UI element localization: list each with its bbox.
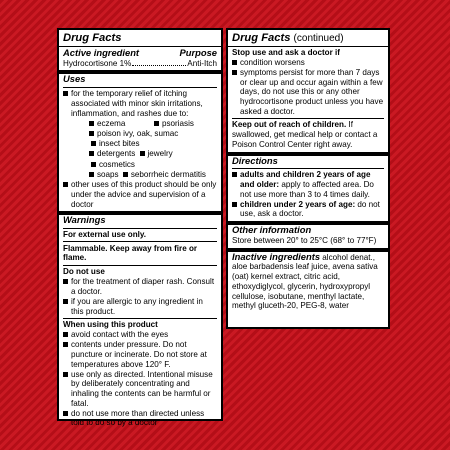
bullet-icon [89, 131, 94, 136]
storage-info: Store between 20° to 25°C (68° to 77°F) [232, 235, 377, 245]
uses-heading: Uses [63, 73, 86, 85]
other-information-heading: Other information [232, 224, 312, 236]
ingredient-name: Hydrocortisone 1% [63, 58, 132, 68]
condition-item: psoriasis [154, 119, 217, 129]
bullet-icon [63, 182, 68, 187]
bullet-icon [63, 299, 68, 304]
bullet-icon [91, 162, 96, 167]
bullet-icon [232, 172, 237, 177]
active-ingredient-heading: Active ingredient [63, 46, 140, 58]
bullet-icon [63, 342, 68, 347]
ingredient-purpose: Anti-Itch [187, 58, 217, 68]
bullet-icon [91, 141, 96, 146]
do-not-use-heading: Do not use [63, 267, 105, 277]
condition-item: soaps [89, 170, 119, 180]
bullet-icon [89, 121, 94, 126]
condition-item: seborrheic dermatitis [123, 170, 206, 180]
when-using-item: contents under pressure. Do not puncture or incinerate. Do not store at temperatures above 120° F. [63, 340, 217, 369]
drug-facts-continued-title: Drug Facts (continued) [232, 32, 344, 44]
directions-heading: Directions [232, 154, 278, 166]
condition-item: eczema [89, 119, 152, 129]
ingredient-row [63, 59, 217, 69]
bullet-icon [63, 411, 68, 416]
condition-item: poison ivy, oak, sumac [89, 129, 178, 139]
flammable-warning: Flammable. Keep away from fire or flame. [63, 243, 198, 263]
conditions-line [89, 149, 217, 170]
bullet-icon [154, 121, 159, 126]
drug-facts-title: Drug Facts [63, 32, 122, 44]
keep-out-of-reach: Keep out of reach of children. If swallowed, get medical help or contact a Poison Control Center right away. [232, 120, 378, 149]
bullet-icon [63, 279, 68, 284]
stop-use-item: symptoms persist for more than 7 days or clear up and occur again within a few days, do not use this or any other hydrocortisone product unless you have asked a doctor. [232, 68, 384, 117]
bullet-icon [232, 202, 237, 207]
bullet-icon [140, 151, 145, 156]
bullet-icon [63, 91, 68, 96]
bullet-icon [89, 151, 94, 156]
bullet-icon [63, 372, 68, 377]
directions-item: children under 2 years of age: do not use, ask a doctor. [232, 200, 384, 219]
when-using-item: avoid contact with the eyes [63, 330, 217, 340]
conditions-line [89, 170, 217, 180]
bullet-icon [63, 332, 68, 337]
bullet-icon [232, 60, 237, 65]
condition-item: insect bites [91, 139, 140, 149]
uses-item: for the temporary relief of itching associated with minor skin irritations, inflammation, and rashes due to: [63, 89, 217, 118]
conditions-line [89, 128, 217, 149]
drug-facts-panel [57, 28, 223, 428]
when-using-heading: When using this product [63, 320, 158, 330]
do-not-use-item: if you are allergic to any ingredient in this product. [63, 297, 217, 316]
condition-item: cosmetics [91, 160, 135, 170]
bullet-icon [123, 172, 128, 177]
active-purpose-header [63, 48, 217, 59]
bullet-icon [89, 172, 94, 177]
inactive-ingredients: Inactive ingredients alcohol denat., aloe barbadensis leaf juice, avena sativa (oat) kernel extract, citric acid, ethoxydiglycol, glycerin, hydroxypropyl cellulose, isobutane, menthyl lactate, methyl gluceth-20, PEG-8, water [232, 250, 378, 311]
warnings-heading: Warnings [63, 214, 106, 226]
inactive-ingredients-heading: Inactive ingredients [232, 250, 321, 262]
conditions-list [89, 119, 217, 129]
external-use-warning: For external use only. [63, 230, 147, 240]
uses-item: other uses of this product should be only under the advice and supervision of a doctor [63, 180, 217, 209]
drug-facts-continued-panel [226, 28, 390, 329]
condition-item: detergents [89, 149, 135, 159]
bullet-icon [232, 70, 237, 75]
stop-use-item: condition worsens [232, 58, 384, 68]
when-using-item: do not use more than directed unless told to do so by a doctor [63, 409, 217, 428]
condition-item: jewelry [140, 149, 173, 159]
stop-use-heading: Stop use and ask a doctor if [232, 47, 340, 57]
directions-item: adults and children 2 years of age and older: apply to affected area. Do not use more than 3 to 4 times daily. [232, 170, 384, 199]
do-not-use-item: for the treatment of diaper rash. Consult a doctor. [63, 277, 217, 296]
when-using-item: use only as directed. Intentional misuse by deliberately concentrating and inhaling the contents can be harmful or fatal. [63, 370, 217, 409]
purpose-heading: Purpose [179, 46, 217, 58]
